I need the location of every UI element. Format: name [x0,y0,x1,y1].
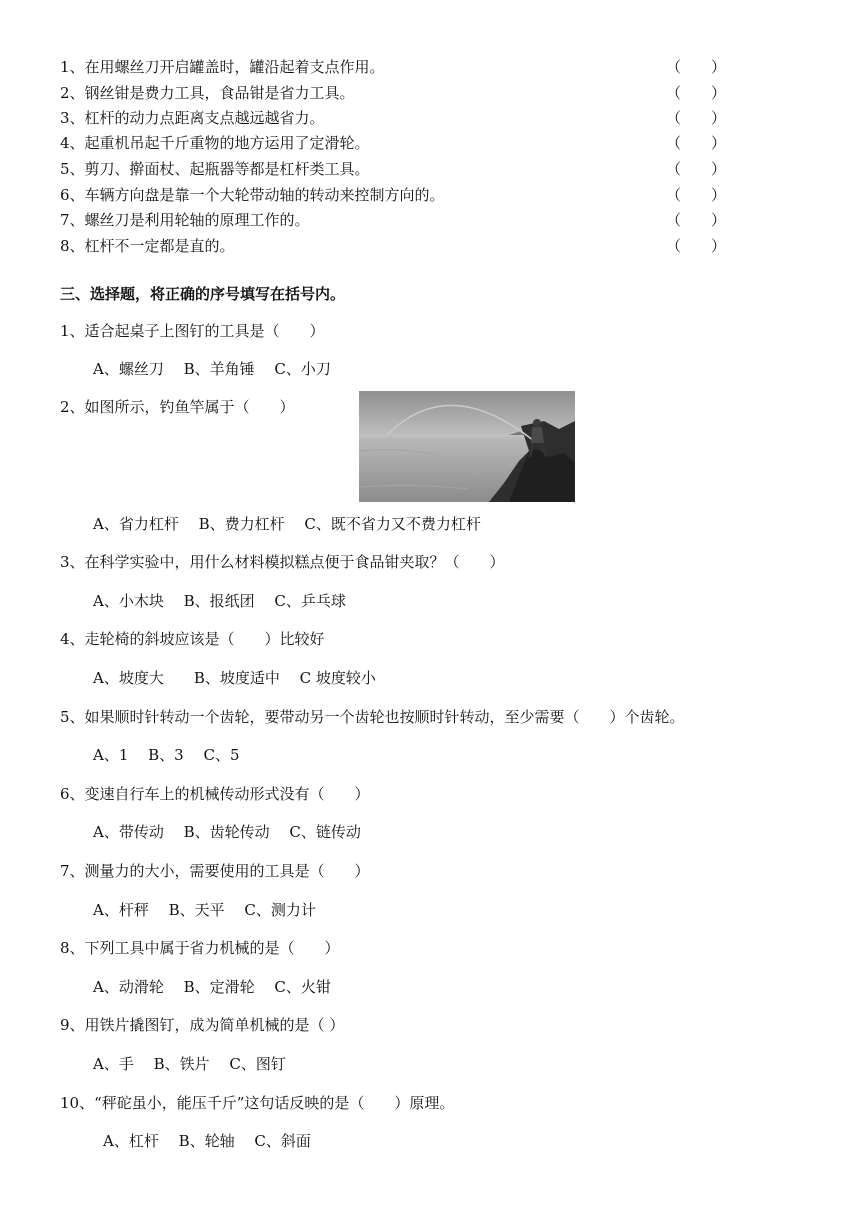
question-3-options: A、小木块 B、报纸团 C、乒乓球 [93,592,346,610]
question-8: 8、下列工具中属于省力机械的是（ ） [60,939,340,957]
question-8-options: A、动滑轮 B、定滑轮 C、火钳 [93,978,331,996]
question-10: 10、“秤砣虽小，能压千斤”这句话反映的是（ ）原理。 [60,1094,455,1112]
tf-item [60,107,730,129]
tf-question: 4、起重机吊起千斤重物的地方运用了定滑轮。 [60,134,370,152]
answer-blank[interactable]: （ ） [666,58,727,76]
tf-item [60,132,730,154]
question-7: 7、测量力的大小，需要使用的工具是（ ） [60,862,370,880]
answer-blank[interactable]: （ ） [666,211,727,229]
question-5: 5、如果顺时针转动一个齿轮，要带动另一个齿轮也按顺时针转动，至少需要（ ）个齿轮。 [60,708,685,726]
answer-blank[interactable]: （ ） [666,109,727,127]
tf-question: 8、杠杆不一定都是直的。 [60,237,235,255]
tf-item [60,184,730,206]
answer-blank[interactable]: （ ） [666,160,727,178]
question-10-options: A、杠杆 B、轮轴 C、斜面 [103,1132,311,1150]
answer-blank[interactable]: （ ） [666,237,727,255]
answer-blank[interactable]: （ ） [666,186,727,204]
question-6: 6、变速自行车上的机械传动形式没有（ ） [60,785,370,803]
tf-item [60,82,730,104]
tf-question: 5、剪刀、擀面杖、起瓶器等都是杠杆类工具。 [60,160,370,178]
answer-blank[interactable]: （ ） [666,84,727,102]
question-7-options: A、杆秤 B、天平 C、测力计 [93,901,316,919]
tf-item [60,209,730,231]
question-9: 9、用铁片撬图钉，成为简单机械的是（ ） [60,1016,345,1034]
question-4: 4、走轮椅的斜坡应该是（ ）比较好 [60,630,325,648]
tf-item [60,235,730,257]
fishing-photo-icon [359,391,575,502]
question-9-options: A、手 B、铁片 C、图钉 [93,1055,286,1073]
question-5-options: A、1 B、3 C、5 [93,746,240,764]
question-1-options: A、螺丝刀 B、羊角锤 C、小刀 [93,360,331,378]
question-2: 2、如图所示，钓鱼竿属于（ ） [60,398,295,416]
tf-question: 3、杠杆的动力点距离支点越远越省力。 [60,109,325,127]
answer-blank[interactable]: （ ） [666,134,727,152]
tf-question: 1、在用螺丝刀开启罐盖时，罐沿起着支点作用。 [60,58,385,76]
tf-item [60,56,730,78]
tf-question: 2、钢丝钳是费力工具，食品钳是省力工具。 [60,84,355,102]
tf-question: 7、螺丝刀是利用轮轴的原理工作的。 [60,211,310,229]
question-4-options: A、坡度大 B、坡度适中 C 坡度较小 [93,669,376,687]
question-2-options: A、省力杠杆 B、费力杠杆 C、既不省力又不费力杠杆 [93,515,481,533]
tf-item [60,158,730,180]
question-1: 1、适合起桌子上图钉的工具是（ ） [60,322,325,340]
tf-question: 6、车辆方向盘是靠一个大轮带动轴的转动来控制方向的。 [60,186,445,204]
question-3: 3、在科学实验中，用什么材料模拟糕点便于食品钳夹取？（ ） [60,553,505,571]
question-6-options: A、带传动 B、齿轮传动 C、链传动 [93,823,361,841]
section-heading: 三、选择题，将正确的序号填写在括号内。 [60,285,346,303]
